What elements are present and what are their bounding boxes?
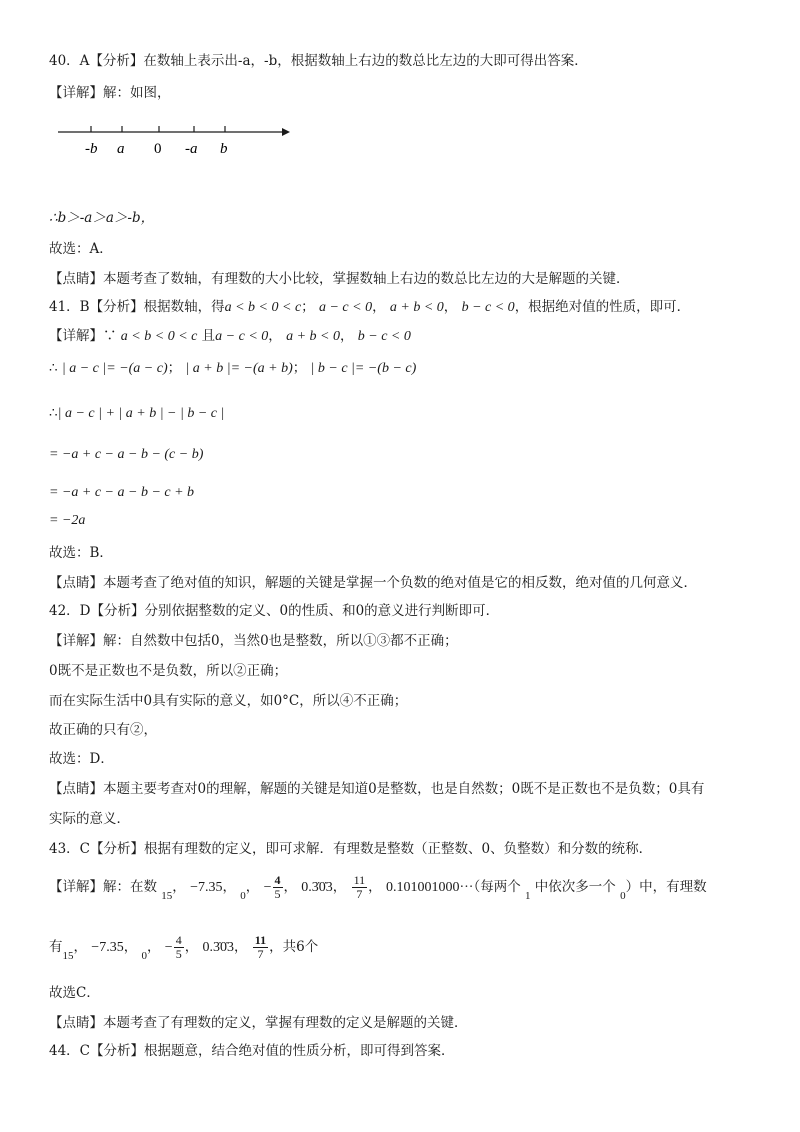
q42-detail-1: 【详解】解：自然数中包括0，当然0也是整数，所以①③都不正确；	[49, 633, 458, 649]
q40-heading: 40．A【分析】在数轴上表示出-a，-b，根据数轴上右边的数总比左边的大即可得出答案．	[49, 53, 588, 69]
q43-detail: 【详解】解：在数 $_{15}$， −7.35， $_0$， − $\frac{4}{5}$ ， 0.3̇0̇3， $\frac{11}{7}$ ， 0.101001000···（每两个 $_1$ 中依次多一个 $_0$）中，有理数	[49, 873, 707, 902]
label-a: a	[117, 141, 125, 157]
q41-step1: = −a + c − a − b − (c − b)	[49, 447, 204, 462]
q44-heading: 44．C【分析】根据题意，结合绝对值的性质分析，即可得到答案．	[49, 1043, 455, 1059]
q42-comment-2: 实际的意义．	[49, 811, 130, 827]
q41-therefore-expr: ∴| a − c | + | a + b | − | b − c |	[49, 405, 225, 421]
q43-choice: 故选C．	[49, 985, 100, 1001]
label-neg-a: -a	[185, 141, 198, 157]
q42-choice: 故选：D．	[49, 751, 114, 767]
q41-comment: 【点睛】本题考查了绝对值的知识，解题的关键是掌握一个负数的绝对值是它的相反数，绝对值的几何意义．	[49, 575, 697, 591]
q43-rational-list: 有$_{15}$， −7.35， $_0$， − $\frac{4}{5}$ ， 0.3̇0̇3， $\frac{11}{7}$ ，共6个	[49, 933, 319, 962]
q41-choice: 故选：B．	[49, 545, 113, 561]
q41-step2: = −a + c − a − b − c + b	[49, 485, 195, 500]
q41-heading: 41．B【分析】根据数轴，得a < b < 0 < c； a − c < 0， a + b < 0， b − c < 0，根据绝对值的性质，即可．	[49, 299, 691, 315]
q43-heading: 43．C【分析】根据有理数的定义，即可求解．有理数是整数（正整数、0、负整数）和分数的统称．	[49, 841, 653, 857]
number-line-figure	[58, 120, 298, 160]
q42-detail-4: 故正确的只有②，	[49, 722, 157, 738]
label-zero: 0	[154, 141, 162, 157]
q42-detail-2: 0既不是正数也不是负数，所以②正确；	[49, 663, 288, 679]
label-neg-b: -b	[85, 141, 98, 157]
q42-detail-3: 而在实际生活中0具有实际的意义，如0°C，所以④不正确；	[49, 693, 408, 709]
q42-comment-1: 【点睛】本题主要考查对0的理解，解题的关键是知道0是整数，也是自然数；0既不是正数也不是负数；0具有	[49, 781, 705, 797]
q40-detail: 【详解】解：如图，	[49, 85, 171, 101]
label-b: b	[220, 141, 228, 157]
q41-detail: 【详解】∵ a < b < 0 < c 且a − c < 0， a + b < 0， b − c < 0	[49, 328, 411, 344]
q40-result: ∴b＞-a＞a＞-b，	[49, 210, 155, 226]
q43-comment: 【点睛】本题考查了有理数的定义，掌握有理数的定义是解题的关键．	[49, 1015, 468, 1031]
q42-heading: 42．D【分析】分别依据整数的定义、0的性质、和0的意义进行判断即可．	[49, 603, 500, 619]
q40-choice: 故选：A．	[49, 241, 113, 257]
q40-comment: 【点睛】本题考查了数轴，有理数的大小比较，掌握数轴上右边的数总比左边的大是解题的关键．	[49, 271, 630, 287]
q41-therefore-abs: ∴ | a − c |= −(a − c)； | a + b |= −(a + b)； | b − c |= −(b − c)	[49, 360, 417, 376]
q41-step3: = −2a	[49, 513, 86, 528]
